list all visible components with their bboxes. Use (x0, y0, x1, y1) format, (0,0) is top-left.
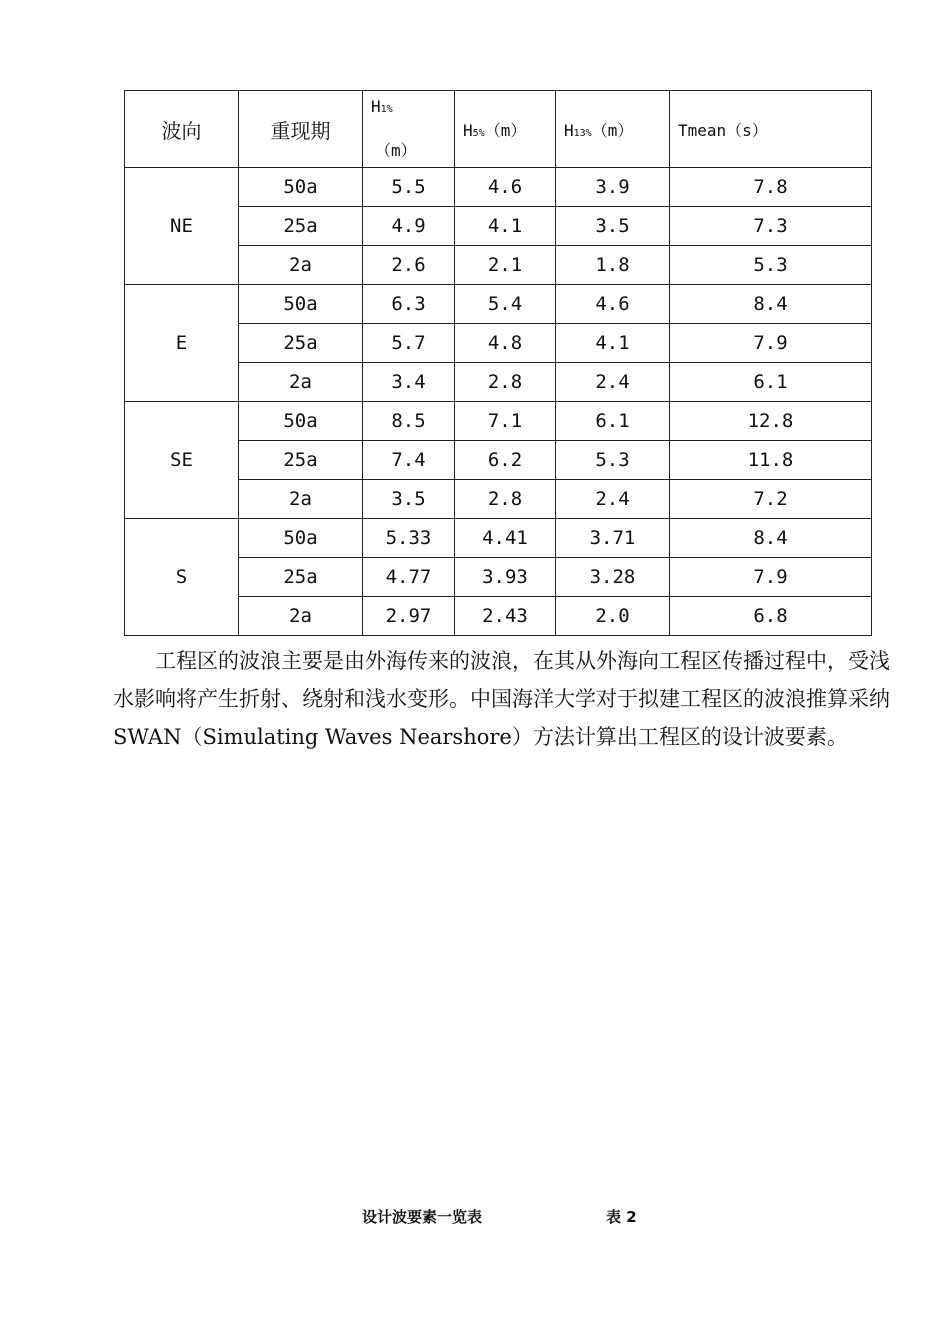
h5-cell: 3.93 (455, 558, 556, 597)
caption-title: 设计波要素一览表 (362, 1208, 483, 1226)
h1-cell: 7.4 (363, 441, 455, 480)
header-h13 (556, 91, 670, 168)
tmean-cell: 6.1 (670, 363, 872, 402)
header-h5-unit: （m） (484, 120, 527, 140)
header-h13-main: H (564, 120, 574, 140)
period-cell: 2a (239, 246, 363, 285)
period-cell: 2a (239, 363, 363, 402)
h1-cell: 5.33 (363, 519, 455, 558)
header-h1 (363, 91, 455, 168)
header-h13-sub: 13% (573, 127, 592, 139)
period-cell: 50a (239, 285, 363, 324)
h5-cell: 6.2 (455, 441, 556, 480)
h1-cell: 2.97 (363, 597, 455, 636)
h13-cell: 2.4 (556, 480, 670, 519)
table-caption (0, 1206, 950, 1230)
period-cell: 25a (239, 324, 363, 363)
h5-cell: 4.41 (455, 519, 556, 558)
header-direction: 波向 (125, 91, 239, 168)
h5-cell: 4.1 (455, 207, 556, 246)
header-h5 (455, 91, 556, 168)
h13-cell: 3.9 (556, 168, 670, 207)
period-cell: 2a (239, 480, 363, 519)
table-row (125, 402, 872, 441)
wave-elements-table (124, 90, 872, 636)
caption-number: 表 2 (606, 1208, 637, 1226)
h13-cell: 5.3 (556, 441, 670, 480)
h5-cell: 2.8 (455, 363, 556, 402)
h1-cell: 5.5 (363, 168, 455, 207)
h1-cell: 4.9 (363, 207, 455, 246)
header-h5-main: H (463, 120, 473, 140)
header-tmean: Tmean（s） (670, 91, 872, 168)
table-row (125, 519, 872, 558)
body-paragraph: 工程区的波浪主要是由外海传来的波浪，在其从外海向工程区传播过程中，受浅水影响将产生折射、绕射和浅水变形。中国海洋大学对于拟建工程区的波浪推算采纳SWAN（Simulating Waves Nearshore）方法计算出工程区的设计波要素。 (113, 649, 890, 749)
h1-cell: 2.6 (363, 246, 455, 285)
h1-cell: 6.3 (363, 285, 455, 324)
h1-cell: 4.77 (363, 558, 455, 597)
tmean-cell: 8.4 (670, 285, 872, 324)
table-row (125, 168, 872, 207)
tmean-cell: 8.4 (670, 519, 872, 558)
period-cell: 25a (239, 441, 363, 480)
header-h1-unit: （m） (375, 141, 417, 160)
tmean-cell: 7.8 (670, 168, 872, 207)
h13-cell: 3.28 (556, 558, 670, 597)
h5-cell: 2.1 (455, 246, 556, 285)
h1-cell: 5.7 (363, 324, 455, 363)
direction-cell: S (125, 519, 239, 636)
h13-cell: 3.71 (556, 519, 670, 558)
table-header-row (125, 91, 872, 168)
tmean-cell: 7.9 (670, 558, 872, 597)
h1-cell: 3.4 (363, 363, 455, 402)
tmean-cell: 7.2 (670, 480, 872, 519)
h5-cell: 4.6 (455, 168, 556, 207)
period-cell: 2a (239, 597, 363, 636)
h5-cell: 7.1 (455, 402, 556, 441)
tmean-cell: 12.8 (670, 402, 872, 441)
tmean-cell: 7.3 (670, 207, 872, 246)
direction-cell: E (125, 285, 239, 402)
period-cell: 25a (239, 207, 363, 246)
header-return-period: 重现期 (239, 91, 363, 168)
direction-cell: SE (125, 402, 239, 519)
period-cell: 50a (239, 519, 363, 558)
period-cell: 50a (239, 168, 363, 207)
tmean-cell: 7.9 (670, 324, 872, 363)
h5-cell: 2.43 (455, 597, 556, 636)
tmean-cell: 6.8 (670, 597, 872, 636)
h5-cell: 5.4 (455, 285, 556, 324)
period-cell: 25a (239, 558, 363, 597)
direction-cell: NE (125, 168, 239, 285)
tmean-cell: 5.3 (670, 246, 872, 285)
header-h5-sub: 5% (472, 127, 485, 139)
h1-cell: 3.5 (363, 480, 455, 519)
h1-cell: 8.5 (363, 402, 455, 441)
h5-cell: 4.8 (455, 324, 556, 363)
h5-cell: 2.8 (455, 480, 556, 519)
h13-cell: 2.4 (556, 363, 670, 402)
body-paragraph-block (113, 642, 893, 756)
header-h13-unit: （m） (591, 120, 634, 140)
h13-cell: 1.8 (556, 246, 670, 285)
h13-cell: 6.1 (556, 402, 670, 441)
h13-cell: 3.5 (556, 207, 670, 246)
h13-cell: 4.1 (556, 324, 670, 363)
period-cell: 50a (239, 402, 363, 441)
h13-cell: 4.6 (556, 285, 670, 324)
header-h1-sub: 1% (380, 104, 393, 115)
header-h1-main: H (371, 97, 381, 116)
tmean-cell: 11.8 (670, 441, 872, 480)
table-row (125, 285, 872, 324)
h13-cell: 2.0 (556, 597, 670, 636)
